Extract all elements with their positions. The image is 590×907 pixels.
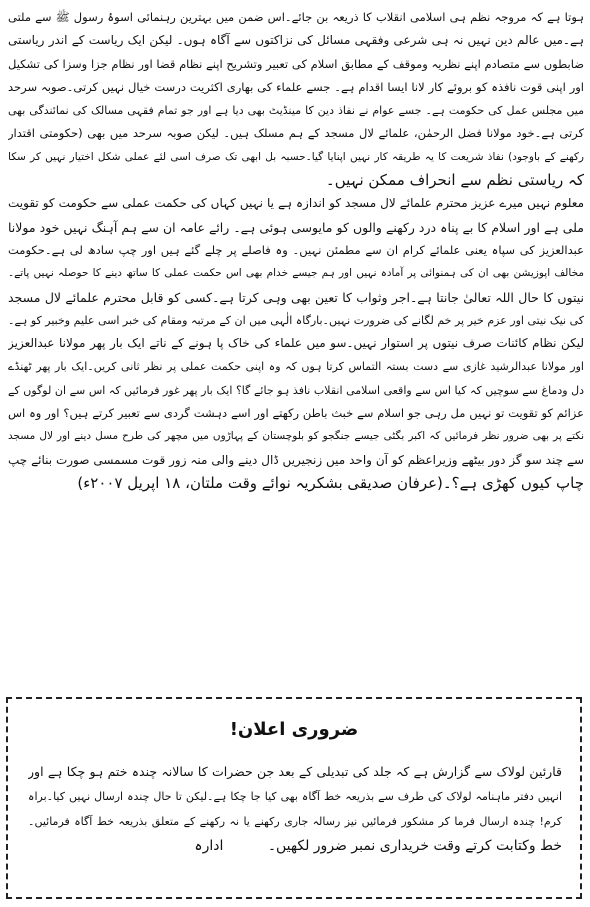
article-line: سے چند سو گز دور بیٹھے وزیراعظم کو آن واحد میں زنجیریں ڈال دینے والی منہ زور قوت مسمسی صورت بنائے چپ xyxy=(8,452,584,467)
notice-line: قارئین لولاک سے گزارش ہے کہ جلد کی تبدیلی کے بعد جن حضرات کا سالانہ چندہ ختم ہو چکا ہے اور xyxy=(28,764,562,779)
article-line: اور مولانا عبدالرشید غازی سے دست بستہ التماس کرتا ہوں کہ وہ اپنی حکمت عملی پر نظر ثانی کریں۔ایک بار پھر ٹھنڈے xyxy=(8,360,584,374)
article-line: دل ودماغ سے سوچیں کہ کیا اس سے واقعی اسلامی انقلاب نافذ ہو جائے گا؟ ایک بار پھر غور فرمائیں کہ اس سے ان لوگوں کے xyxy=(8,383,584,397)
article-body xyxy=(8,6,584,495)
article-line: معلوم نہیں میرے عزیز محترم علمائے لال مسجد کو اندازہ ہے یا نہیں کہاں کی حکمت عملی سے حکومت کو تقویت xyxy=(8,196,584,211)
article-line: اور اپنی قوت نافذہ کو بروئے کار لانا ایسا اقدام ہے۔ جسے علماء کی بھاری اکثریت درست خیال نہیں کرتی۔صوبہ سرحد xyxy=(8,79,584,94)
notice-closing-line xyxy=(28,834,562,859)
article-line: رکھنے کے باوجود) نفاذ شریعت کا یہ طریقہ کار نہیں اپنایا گیا۔حسبہ بل ابھی تک صرف اسی لئے عملی شکل اختیار نہیں کر سکا xyxy=(8,150,584,163)
article-line: چاپ کیوں کھڑی ہے؟۔(عرفان صدیقی بشکریہ نوائے وقت ملتان، ۱۸ اپریل ۲۰۰۷ء) xyxy=(77,473,584,492)
article-line: ملی ہے اور اسلام کا بے پناہ درد رکھنے والوں کو مایوسی ہوئی ہے۔ رائے عامہ ان سے ہم آہنگ نہیں خود مولانا xyxy=(8,219,584,235)
article-line: کی نیک نیتی اور عزم خیر پر خم لگانے کی ضرورت نہیں۔بارگاہ الٰہی میں ان کے مرتبہ ومقام کی خبر اسی علیم وخبیر کو ہے۔ xyxy=(8,313,584,327)
article-line: مخالف اپوزیشن بھی ان کی ہمنوائی پر آمادہ نہیں اور ہم جیسے خدام بھی اس حکمت عملی کا ساتھ دینے کا حوصلہ نہیں پاتے۔ xyxy=(8,267,584,280)
notice-signoff: ادارہ xyxy=(194,838,224,854)
notice-line: انہیں دفتر ماہنامہ لولاک کی طرف سے بذریعہ خط آگاہ بھی کیا جا چکا ہے۔لیکن تا حال چندہ ارسال نہیں کیا۔براہ xyxy=(28,790,562,803)
article-line: ہوتا ہے کہ مروجہ نظم ہی اسلامی انقلاب کا ذریعہ بن جائے۔اس ضمن میں بہترین رہنمائی اسوۂ رسول ﷺ سے ملتی xyxy=(8,10,584,24)
article-line: میں مجلس عمل کی حکومت ہے۔ جسے عوام نے نفاذ دین کا مینڈیٹ بھی دیا ہے اور جو تمام فقہی مسالک کی نمائندگی بھی xyxy=(8,104,584,118)
article-line: کرتی ہے۔خود مولانا فضل الرحمٰن، علمائے لال مسجد کے ہم مسلک ہیں۔ لیکن صوبہ سرحد میں بھی (حکومتی اقتدار xyxy=(8,126,584,141)
article-line: ضابطوں سے متصادم اپنے نظریہ وموقف کے مطابق اسلام کی تعبیر وتشریح اپنے نظام قضا اور نظام جزا وسزا کی تشکیل xyxy=(8,56,584,71)
article-line: نیتوں کا حال اللہ تعالیٰ جانتا ہے۔اجر وثواب کا تعین بھی وہی کرتا ہے۔کسی کو قابل محترم علمائے لال مسجد xyxy=(8,289,584,305)
notice-box xyxy=(6,697,582,899)
article-line: کہ ریاستی نظم سے انحراف ممکن نہیں۔ xyxy=(325,171,584,190)
article-line: عبدالعزیز کی سپاہ یعنی علمائے کرام ان سے مطمئن نہیں۔ وہ فاصلے پر چلے گئے ہیں اور چپ سادھ لی ہے۔حکومت xyxy=(8,242,584,257)
article-line: ہے۔میں عالم دین نہیں نہ ہی شرعی وفقہی مسائل کی نزاکتوں سے آگاہ ہوں۔ لیکن ایک ریاست کے اندر ریاستی xyxy=(8,33,584,48)
notice-title: ضروری اعلان! xyxy=(229,719,359,740)
notice-body xyxy=(28,759,562,859)
article-line: لیکن نظام کائنات صرف نیتوں پر استوار نہیں۔سو میں علماء کی خاک پا ہونے کے ناتے ایک بار پھر مولانا عبدالعزیز xyxy=(8,336,584,351)
notice-closing: خط وکتابت کرتے وقت خریداری نمبر ضرور لکھیں۔ xyxy=(267,838,562,854)
article-line: عزائم کو تقویت تو نہیں مل رہی جو اسلام سے خبث باطن رکھتے اور اسے دہشت گردی سے تعبیر کرتے ہیں؟ اور وہ اس xyxy=(8,406,584,421)
notice-line: کرم! چندہ ارسال فرما کر مشکور فرمائیں نیز رسالہ جاری رکھنے یا نہ رکھنے کے متعلق بذریعہ خط آگاہ فرمائیں۔ xyxy=(28,815,562,828)
article-line: نکتے پر بھی ضرور نظر فرمائیں کہ اکبر بگٹی جیسے جنگجو کو بلوچستان کے پہاڑوں میں مچھر کی طرح مسل دینے اور لال مسجد xyxy=(8,430,584,443)
